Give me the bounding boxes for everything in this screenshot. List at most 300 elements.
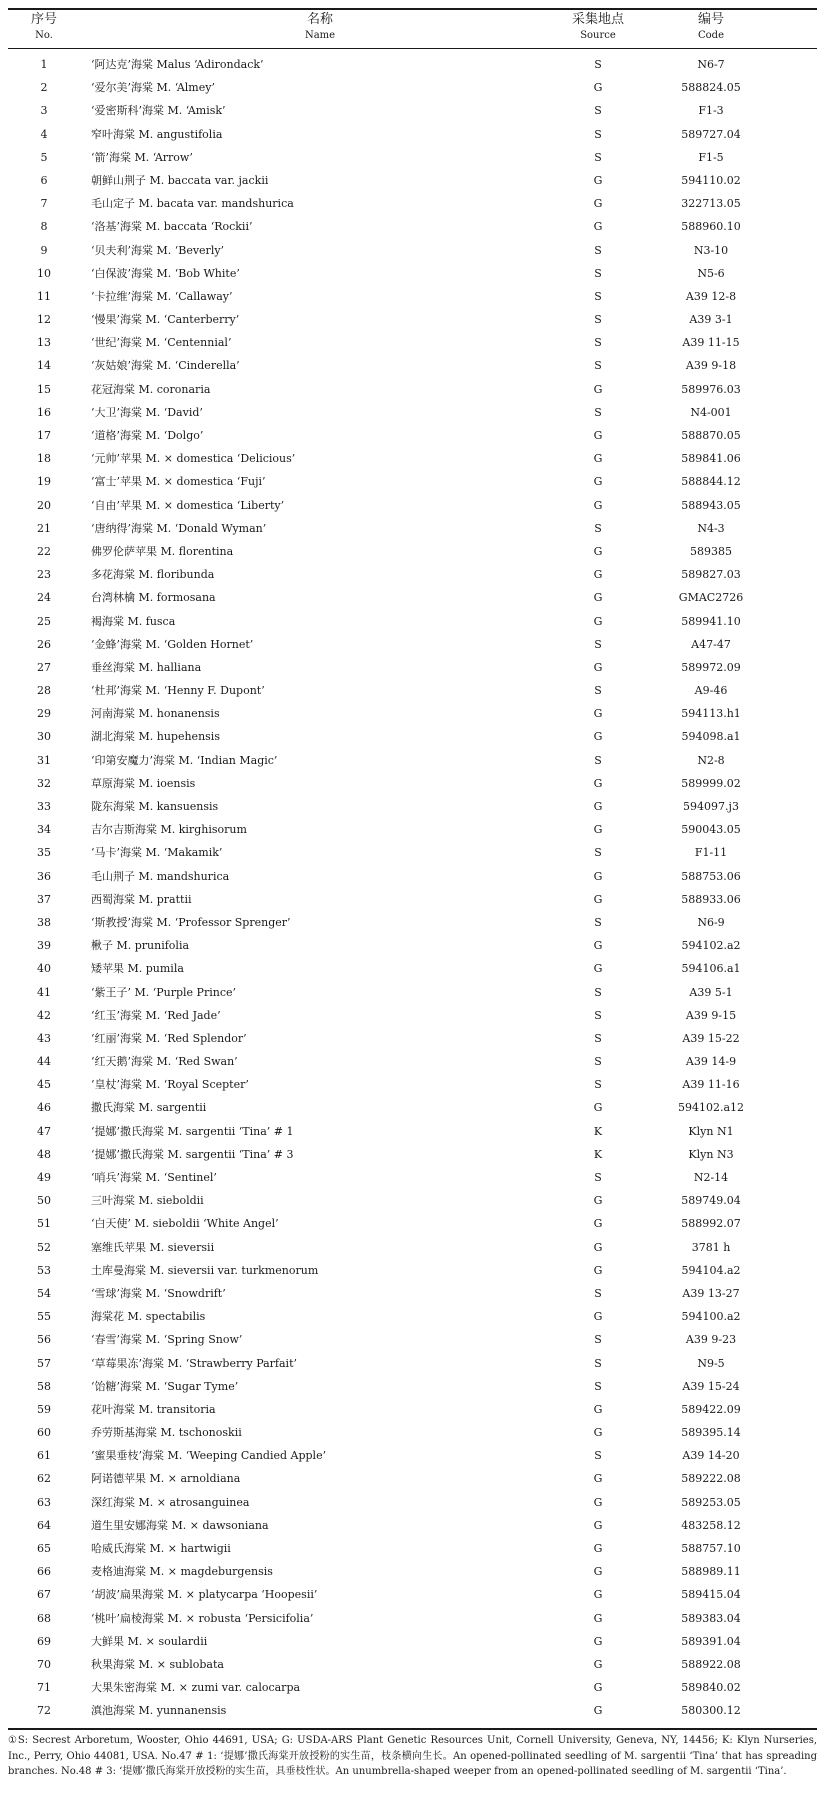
row-source: G: [593, 707, 603, 721]
row-number: 37: [37, 892, 51, 906]
row-number: 67: [37, 1588, 51, 1602]
row-number: 69: [37, 1634, 51, 1648]
row-name: ‘红玉’海棠 M. ‘Red Jade’: [91, 1008, 221, 1022]
table-row: [8, 470, 817, 493]
row-source: G: [593, 730, 603, 744]
row-code: GMAC2726: [678, 591, 744, 605]
row-number: 15: [37, 382, 51, 396]
row-name: ‘蜜果垂枝’海棠 M. ‘Weeping Candied Apple’: [91, 1449, 327, 1463]
row-name: ‘白保波’海棠 M. ‘Bob White’: [91, 266, 240, 280]
row-number: 47: [37, 1124, 51, 1138]
table-row: [8, 981, 817, 1004]
row-number: 46: [37, 1101, 51, 1115]
row-source: G: [593, 1240, 603, 1254]
table-row: [8, 215, 817, 238]
row-number: 16: [37, 405, 51, 419]
row-number: 34: [37, 823, 51, 837]
row-source: S: [594, 1078, 602, 1092]
table-row: [8, 146, 817, 169]
table-row: [8, 1583, 817, 1606]
row-code: A39 15-22: [682, 1031, 740, 1045]
row-number: 5: [40, 150, 48, 164]
row-code: 589727.04: [681, 127, 741, 141]
row-name: ‘印第安魔力’海棠 M. ‘Indian Magic’: [91, 753, 278, 767]
table-row: [8, 424, 817, 447]
row-source: S: [594, 1008, 602, 1022]
row-code: 589385: [690, 544, 732, 558]
table-row: [8, 772, 817, 795]
row-code: 3781 h: [691, 1240, 731, 1254]
row-source: G: [593, 475, 603, 489]
column-header-source-zh: 采集地点: [571, 12, 624, 27]
column-header-code-en: Code: [698, 30, 724, 41]
row-number: 8: [40, 220, 48, 234]
row-source: G: [593, 1588, 603, 1602]
row-number: 50: [37, 1194, 51, 1208]
row-code: N4-3: [697, 521, 725, 535]
row-number: 9: [40, 243, 48, 257]
row-code: 594102.a2: [681, 939, 741, 953]
row-name: 大鲜果 M. × soulardii: [91, 1634, 208, 1648]
row-number: 22: [37, 544, 51, 558]
row-number: 71: [37, 1681, 51, 1695]
table-row: [8, 1004, 817, 1027]
row-number: 52: [37, 1240, 51, 1254]
row-number: 56: [37, 1333, 51, 1347]
table-row: [8, 99, 817, 122]
row-source: G: [593, 1426, 603, 1440]
table-row: [8, 1259, 817, 1282]
row-code: 589999.02: [681, 776, 741, 790]
row-code: A39 13-27: [682, 1286, 740, 1300]
table-row: [8, 679, 817, 702]
row-code: A9-46: [694, 684, 728, 698]
row-name: ‘桃叶’扁棱海棠 M. × robusta ‘Persicifolia’: [91, 1611, 314, 1625]
row-source: G: [593, 614, 603, 628]
row-code: 589415.04: [681, 1588, 741, 1602]
row-number: 1: [40, 58, 48, 71]
row-source: S: [594, 313, 602, 327]
row-code: 589976.03: [681, 382, 741, 396]
row-source: S: [594, 127, 602, 141]
row-source: S: [594, 1333, 602, 1347]
row-source: S: [594, 1171, 602, 1184]
row-name: ‘春雪’海棠 M. ‘Spring Snow’: [91, 1333, 243, 1347]
table-row: [8, 656, 817, 679]
row-name: ‘大卫’海棠 M. ‘David’: [91, 405, 203, 419]
column-header-code-zh: 编号: [697, 12, 724, 27]
row-source: G: [593, 382, 603, 396]
row-source: S: [594, 1286, 602, 1300]
row-source: G: [593, 1402, 603, 1416]
row-code: 580300.12: [681, 1704, 741, 1718]
row-code: F1-11: [694, 846, 728, 860]
column-header-no-en: No.: [35, 30, 53, 41]
row-source: S: [594, 1379, 602, 1393]
table-row: [8, 563, 817, 586]
row-code: 589391.04: [681, 1634, 741, 1648]
row-code: A39 9-23: [685, 1333, 737, 1347]
table-row: [8, 517, 817, 540]
row-code: N5-6: [697, 266, 725, 280]
row-number: 17: [37, 429, 51, 442]
row-number: 31: [37, 753, 51, 767]
row-name: ‘贝夫利’海棠 M. ‘Beverly’: [91, 243, 225, 257]
column-header-no: [8, 12, 80, 44]
row-code: 589972.09: [681, 660, 741, 674]
row-code: 589383.04: [681, 1611, 741, 1625]
row-code: A39 9-15: [685, 1008, 737, 1022]
table-row: [8, 888, 817, 911]
row-source: G: [593, 1611, 603, 1625]
table-row: [8, 1212, 817, 1235]
row-number: 11: [37, 289, 51, 303]
row-code: A39 12-8: [685, 289, 737, 303]
row-number: 35: [37, 846, 51, 860]
row-source: G: [593, 1518, 603, 1532]
row-source: G: [593, 498, 603, 512]
row-code: N4-001: [690, 405, 732, 419]
row-name: 麦格迪海棠 M. × magdeburgensis: [91, 1565, 273, 1579]
row-number: 32: [37, 776, 51, 790]
row-code: 589840.02: [681, 1681, 741, 1695]
column-header-source-en: Source: [580, 30, 616, 41]
row-number: 51: [37, 1217, 51, 1231]
table-row: [8, 1050, 817, 1073]
row-source: S: [594, 1031, 602, 1045]
row-number: 27: [37, 660, 51, 674]
row-name: 花冠海棠 M. coronaria: [91, 382, 211, 396]
row-source: G: [593, 1263, 603, 1277]
row-code: 588824.05: [681, 81, 741, 95]
row-name: 窄叶海棠 M. angustifolia: [91, 127, 223, 141]
row-source: G: [593, 939, 603, 953]
row-name: 吉尔吉斯海棠 M. kirghisorum: [91, 823, 247, 837]
row-source: S: [594, 266, 602, 280]
row-name: ‘自由’苹果 M. × domestica ‘Liberty’: [91, 498, 285, 512]
table-row: [8, 192, 817, 215]
row-number: 38: [37, 915, 51, 929]
table-row: [8, 285, 817, 308]
row-code: 590043.05: [681, 823, 741, 837]
column-header-no-zh: 序号: [30, 12, 57, 27]
row-number: 30: [37, 730, 51, 744]
row-code: N2-8: [697, 753, 725, 767]
row-code: 594100.a2: [681, 1310, 741, 1324]
row-number: 7: [40, 197, 48, 211]
table-row: [8, 795, 817, 818]
row-name: 深红海棠 M. × atrosanguinea: [91, 1495, 250, 1509]
row-name: 褐海棠 M. fusca: [91, 614, 176, 628]
table-row: [8, 1352, 817, 1375]
row-code: 588943.05: [681, 498, 741, 512]
row-source: G: [593, 660, 603, 674]
row-source: G: [593, 1310, 603, 1324]
row-name: 滇池海棠 M. yunnanensis: [91, 1704, 227, 1718]
table-row: [8, 586, 817, 609]
row-name: ‘阿达克’海棠 Malus ‘Adirondack’: [91, 58, 264, 71]
row-name: ‘皇杖’海棠 M. ‘Royal Scepter’: [91, 1078, 249, 1092]
row-number: 48: [37, 1147, 51, 1161]
row-name: 垂丝海棠 M. halliana: [91, 660, 202, 674]
table-footnote: ①S: Secrest Arboretum, Wooster, Ohio 44691, USA; G: USDA-ARS Plant Genetic Resources Unit, Cornell University, Geneva, NY, 14456; K: Klyn Nurseries, Inc., Perry, Ohio 44081, USA. No.47 # 1: ‘提娜’撒氏海棠开放授粉的实生苗，枝条横向生长。An opened-pollinated seedling of M. sargentii ‘Tina’ that has spreading branches. No.48 # 3: ‘提娜’撒氏海棠开放授粉的实生苗，具垂枝性状。An unumbrella-shaped weeper from an opened-pollinated seedling of M. sargentii ‘Tina’.: [8, 1735, 817, 1777]
table-row: [8, 123, 817, 146]
row-source: G: [593, 220, 603, 234]
row-name: ‘箭’海棠 M. ‘Arrow’: [91, 150, 193, 164]
table-row: [8, 1653, 817, 1676]
table-row: [8, 1398, 817, 1421]
row-source: S: [594, 684, 602, 698]
row-number: 63: [37, 1495, 51, 1509]
row-number: 13: [37, 336, 51, 350]
row-name: ‘紫王子’ M. ‘Purple Prince’: [91, 985, 236, 999]
row-code: 588989.11: [681, 1565, 741, 1579]
row-number: 53: [37, 1263, 51, 1277]
row-source: G: [593, 1194, 603, 1208]
row-name: 秋果海棠 M. × sublobata: [91, 1657, 224, 1671]
row-code: 594110.02: [681, 173, 741, 187]
row-number: 23: [37, 568, 51, 582]
row-source: K: [593, 1147, 603, 1161]
row-code: A39 14-20: [682, 1449, 740, 1463]
row-number: 3: [40, 104, 48, 118]
row-source: S: [594, 1449, 602, 1463]
row-number: 54: [37, 1286, 51, 1300]
table-row: [8, 865, 817, 888]
row-source: G: [593, 892, 603, 906]
row-number: 43: [37, 1031, 51, 1045]
table-row: [8, 1305, 817, 1328]
row-name: ‘红丽’海棠 M. ‘Red Splendor’: [91, 1031, 247, 1045]
table-row: [8, 53, 817, 76]
row-source: S: [594, 104, 602, 118]
row-number: 65: [37, 1542, 51, 1555]
row-name: 毛山定子 M. bacata var. mandshurica: [91, 197, 294, 211]
row-number: 55: [37, 1310, 51, 1324]
row-code: 594104.a2: [681, 1263, 741, 1277]
row-code: A39 3-1: [689, 313, 733, 327]
row-code: 588992.07: [681, 1217, 741, 1231]
row-name: ‘金蜂’海棠 M. ‘Golden Hornet’: [91, 637, 254, 651]
row-number: 59: [37, 1402, 51, 1416]
row-code: 588844.12: [681, 475, 741, 489]
row-number: 70: [37, 1657, 51, 1671]
row-source: G: [593, 568, 603, 582]
table-row: [8, 1073, 817, 1096]
table-row: [8, 262, 817, 285]
table-row: [8, 1444, 817, 1467]
table-row: [8, 1189, 817, 1212]
row-name: 陇东海棠 M. kansuensis: [91, 800, 219, 813]
row-source: S: [594, 753, 602, 767]
row-source: G: [593, 1495, 603, 1509]
row-name: ‘爱密斯科’海棠 M. ‘Amisk’: [91, 104, 226, 118]
row-source: S: [594, 846, 602, 860]
column-header-name-zh: 名称: [306, 12, 333, 27]
row-number: 6: [40, 173, 48, 187]
row-source: S: [594, 521, 602, 535]
row-number: 66: [37, 1565, 51, 1579]
row-number: 36: [37, 869, 51, 883]
row-source: S: [594, 58, 602, 71]
row-source: G: [593, 1704, 603, 1718]
column-header-name: [80, 12, 560, 44]
row-source: S: [594, 985, 602, 999]
row-number: 10: [37, 266, 51, 280]
row-number: 60: [37, 1426, 51, 1440]
table-row: [8, 1096, 817, 1119]
row-code: 588870.05: [681, 429, 741, 442]
table-row: [8, 957, 817, 980]
row-code: 588753.06: [681, 869, 741, 883]
row-source: S: [594, 150, 602, 164]
row-number: 40: [37, 962, 51, 976]
table-row: [8, 1166, 817, 1189]
row-source: G: [593, 1101, 603, 1115]
table-row: [8, 1491, 817, 1514]
row-name: 河南海棠 M. honanensis: [91, 707, 220, 721]
column-header-name-en: Name: [304, 30, 336, 41]
row-name: ‘世纪’海棠 M. ‘Centennial’: [91, 336, 232, 350]
table-row: [8, 1467, 817, 1490]
row-code: A39 14-9: [685, 1055, 737, 1069]
row-code: F1-5: [698, 150, 724, 164]
row-number: 41: [37, 985, 51, 999]
row-number: 12: [37, 313, 51, 327]
row-name: ‘灰姑娘’海棠 M. ‘Cinderella’: [91, 359, 240, 373]
table-row: [8, 1236, 817, 1259]
table-row: [8, 494, 817, 517]
row-number: 68: [37, 1611, 51, 1625]
table-row: [8, 1607, 817, 1630]
row-number: 58: [37, 1379, 51, 1393]
row-code: A39 11-15: [682, 336, 740, 350]
row-code: A39 9-18: [685, 359, 737, 373]
row-code: 594097.j3: [683, 800, 739, 813]
row-code: 322713.05: [681, 197, 741, 211]
table-row: [8, 1421, 817, 1444]
row-code: Klyn N1: [688, 1124, 734, 1138]
row-name: 撒氏海棠 M. sargentii: [91, 1101, 207, 1115]
row-source: K: [593, 1124, 603, 1138]
table-row: [8, 749, 817, 772]
table-row: [8, 610, 817, 633]
table-row: [8, 239, 817, 262]
row-number: 24: [37, 591, 51, 605]
table-row: [8, 169, 817, 192]
row-name: ‘提娜’撒氏海棠 M. sargentii ‘Tina’ # 3: [91, 1147, 294, 1161]
row-code: 589395.14: [681, 1426, 741, 1440]
row-name: ‘提娜’撒氏海棠 M. sargentii ‘Tina’ # 1: [91, 1124, 294, 1138]
row-name: 道生里安娜海棠 M. × dawsoniana: [91, 1518, 269, 1532]
table-row: [8, 1537, 817, 1560]
table-row: [8, 1282, 817, 1305]
row-source: G: [593, 452, 603, 466]
row-code: F1-3: [698, 104, 724, 118]
row-code: N3-10: [693, 243, 729, 257]
row-code: 594113.h1: [681, 707, 741, 721]
row-name: 湖北海棠 M. hupehensis: [91, 730, 220, 744]
row-source: G: [593, 1217, 603, 1231]
row-code: 483258.12: [681, 1518, 741, 1532]
column-header-source: [560, 12, 636, 44]
row-source: G: [593, 81, 603, 95]
table-bottom-rule: [8, 1728, 817, 1730]
row-name: 草原海棠 M. ioensis: [91, 776, 196, 790]
row-name: ‘哨兵’海棠 M. ‘Sentinel’: [91, 1171, 217, 1184]
row-name: ‘胡波’扁果海棠 M. × platycarpa ‘Hoopesii’: [91, 1588, 318, 1602]
table-header-rule: [8, 48, 817, 49]
row-code: N2-14: [693, 1171, 729, 1184]
row-number: 45: [37, 1078, 51, 1092]
row-code: 589749.04: [681, 1194, 741, 1208]
row-source: G: [593, 823, 603, 837]
row-code: 589253.05: [681, 1495, 741, 1509]
table-row: [8, 725, 817, 748]
row-number: 14: [37, 359, 51, 373]
row-number: 61: [37, 1449, 51, 1463]
row-number: 2: [40, 81, 48, 95]
row-number: 21: [37, 521, 51, 535]
row-name: 朝鲜山荆子 M. baccata var. jackii: [91, 173, 269, 187]
row-name: ‘白天使’ M. sieboldii ‘White Angel’: [91, 1217, 279, 1231]
row-source: G: [593, 1657, 603, 1671]
row-source: G: [593, 869, 603, 883]
row-name: ‘元帅’苹果 M. × domestica ‘Delicious’: [91, 452, 296, 466]
row-number: 19: [37, 475, 51, 489]
row-name: 三叶海棠 M. sieboldii: [91, 1194, 204, 1208]
row-source: S: [594, 637, 602, 651]
row-name: ‘慢果’海棠 M. ‘Canterberry’: [91, 313, 240, 327]
row-name: 大果朱密海棠 M. × zumi var. calocarpa: [91, 1681, 301, 1695]
table-row: [8, 308, 817, 331]
row-number: 28: [37, 684, 51, 698]
row-source: S: [594, 405, 602, 419]
row-name: 多花海棠 M. floribunda: [91, 568, 215, 582]
row-number: 62: [37, 1472, 51, 1486]
row-number: 64: [37, 1518, 51, 1532]
row-code: 588922.08: [681, 1657, 741, 1671]
row-source: G: [593, 962, 603, 976]
row-name: 海棠花 M. spectabilis: [91, 1310, 206, 1324]
row-source: G: [593, 1634, 603, 1648]
row-code: N9-5: [697, 1356, 725, 1370]
table-body: [8, 53, 817, 1723]
row-code: A47-47: [691, 637, 731, 651]
row-number: 29: [37, 707, 51, 721]
table-row: [8, 1514, 817, 1537]
row-source: S: [594, 359, 602, 373]
row-source: S: [594, 289, 602, 303]
row-number: 39: [37, 939, 51, 953]
row-source: G: [593, 1681, 603, 1695]
row-name: ‘唐纳得’海棠 M. ‘Donald Wyman’: [91, 521, 267, 535]
table-top-rule: [8, 8, 817, 10]
row-source: G: [593, 776, 603, 790]
table-row: [8, 447, 817, 470]
row-code: 588960.10: [681, 220, 741, 234]
table-row: [8, 1560, 817, 1583]
row-name: ‘草莓果冻’海棠 M. ‘Strawberry Parfait’: [91, 1356, 297, 1370]
row-name: ‘洛基’海棠 M. baccata ‘Rockii’: [91, 220, 253, 234]
row-number: 49: [37, 1171, 51, 1184]
table-row: [8, 633, 817, 656]
table-row: [8, 1676, 817, 1699]
row-source: G: [593, 1565, 603, 1579]
table-row: [8, 1375, 817, 1398]
table-row: [8, 331, 817, 354]
row-name: 花叶海棠 M. transitoria: [91, 1402, 216, 1416]
